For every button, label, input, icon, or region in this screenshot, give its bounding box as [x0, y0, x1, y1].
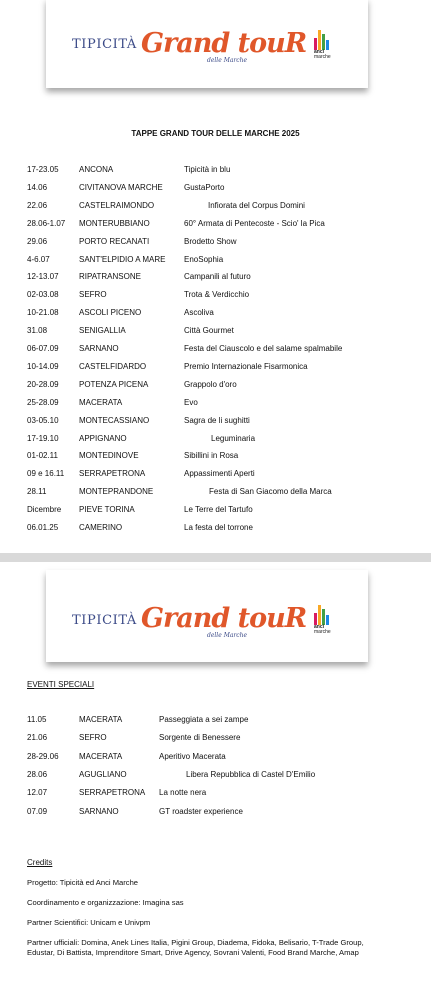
event-date: 20-28.09: [27, 379, 59, 389]
event-place: CIVITANOVA MARCHE: [79, 182, 163, 192]
event-place: CASTELRAIMONDO: [79, 200, 155, 210]
event-place: MACERATA: [79, 397, 123, 407]
event-place: RIPATRANSONE: [79, 272, 141, 282]
grand-tour-logo: Grand touR: [141, 603, 307, 634]
event-place: PORTO RECANATI: [79, 236, 150, 246]
credit-partner-ufficiali: Partner ufficiali: Domina, Anek Lines Italia, Pigini Group, Diadema, Fidoka, Belisario, T-Trade Group, Edustar, Di Battista, Imprenditore Smart, Drive Agency, Sovrani Valenti, Food Brand Marche, Amap: [27, 938, 364, 957]
event-date: 07.09: [27, 806, 48, 816]
event-date: 22.06: [27, 200, 48, 210]
event-name: Infiorata del Corpus Domini: [208, 200, 305, 210]
anci-label: anci: [314, 49, 325, 55]
event-name: Trota & Verdicchio: [184, 290, 250, 300]
credits-heading: Credits: [27, 858, 53, 867]
event-name: La notte nera: [159, 788, 207, 798]
event-name: Sibillini in Rosa: [184, 451, 239, 461]
event-place: SEFRO: [79, 733, 107, 743]
event-place: SARNANO: [79, 344, 119, 353]
event-name: Premio Internazionale Fisarmonica: [184, 361, 308, 371]
event-name: Campanili al futuro: [184, 272, 251, 282]
event-place: MONTECASSIANO: [79, 415, 150, 425]
event-name: Sorgente di Benessere: [159, 733, 241, 743]
event-date: 25-28.09: [27, 397, 59, 407]
event-name: Leguminaria: [211, 433, 256, 443]
anci-bars-icon: [314, 30, 332, 50]
credit-partner-scientifici: Partner Scientifici: Unicam e Univpm: [27, 918, 151, 927]
event-name: Aperitivo Macerata: [159, 751, 226, 761]
event-date: 28.06-1.07: [27, 218, 66, 228]
event-name: 60° Armata di Pentecoste - Scio' la Pica: [184, 218, 325, 228]
credit-coordinamento: Coordinamento e organizzazione: Imagina sas: [27, 898, 184, 907]
event-name: Le Terre del Tartufo: [184, 505, 253, 515]
event-name: GustaPorto: [184, 182, 225, 192]
document-page-2: [0, 562, 431, 990]
event-date: 09 e 16.11: [27, 469, 65, 479]
event-place: SENIGALLIA: [79, 326, 126, 336]
tipicita-logo: TIPICITÀ: [72, 613, 137, 628]
event-place: SEFRO: [79, 290, 107, 300]
grand-tour-subtitle: delle Marche: [207, 57, 248, 64]
special-events-heading: EVENTI SPECIALI: [27, 680, 95, 689]
anci-sub-label: marche: [314, 54, 331, 60]
event-place: SERRAPETRONA: [79, 469, 146, 479]
event-date: 4-6.07: [27, 254, 50, 264]
event-place: APPIGNANO: [79, 433, 127, 443]
event-name: Tipicità in blu: [184, 165, 231, 174]
event-place: SARNANO: [79, 806, 119, 816]
event-date: 02-03.08: [27, 290, 59, 300]
event-place: CASTELFIDARDO: [79, 361, 147, 371]
event-name: Evo: [184, 397, 198, 407]
event-name: Brodetto Show: [184, 236, 237, 246]
event-place: ANCONA: [79, 165, 114, 174]
event-date: 03-05.10: [27, 415, 59, 425]
event-date: 10-21.08: [27, 308, 59, 318]
event-place: CAMERINO: [79, 523, 123, 532]
event-name: Grappolo d'oro: [184, 379, 237, 389]
event-date: 17-23.05: [27, 165, 59, 174]
event-name: EnoSophia: [184, 254, 224, 264]
event-place: POTENZA PICENA: [79, 379, 149, 389]
anci-sub-label: marche: [314, 629, 331, 635]
document-title: TAPPE GRAND TOUR DELLE MARCHE 2025: [131, 129, 300, 138]
event-date: 17-19.10: [27, 433, 59, 443]
event-name: GT roadster experience: [159, 806, 243, 816]
header-banner: [46, 570, 368, 662]
credit-progetto: Progetto: Tipicità ed Anci Marche: [27, 878, 139, 887]
grand-tour-logo: Grand touR: [141, 28, 307, 59]
event-date: Dicembre: [27, 505, 62, 515]
event-place: MONTEPRANDONE: [79, 487, 154, 497]
anci-label: anci: [314, 624, 325, 630]
event-date: 06.01.25: [27, 523, 59, 532]
event-place: SERRAPETRONA: [79, 788, 146, 798]
event-name: Festa di San Giacomo della Marca: [209, 487, 332, 497]
event-date: 12.07: [27, 788, 48, 798]
event-date: 14.06: [27, 182, 48, 192]
anci-logo: [314, 605, 332, 635]
event-place: ASCOLI PICENO: [79, 308, 142, 318]
event-date: 01-02.11: [27, 451, 58, 461]
event-place: AGUGLIANO: [79, 769, 127, 779]
header-banner: [46, 0, 368, 88]
event-name: Libera Repubblica di Castel D'Emilio: [186, 769, 316, 779]
event-place: MACERATA: [79, 751, 123, 761]
event-date: 29.06: [27, 236, 48, 246]
event-place: SANT'ELPIDIO A MARE: [79, 254, 166, 264]
event-date: 28.06: [27, 769, 48, 779]
event-date: 28-29.06: [27, 751, 59, 761]
event-date: 28.11: [27, 487, 47, 497]
event-name: Appassimenti Aperti: [184, 469, 255, 479]
grand-tour-subtitle: delle Marche: [207, 632, 248, 639]
anci-logo: [314, 30, 332, 60]
event-date: 12-13.07: [27, 272, 59, 282]
anci-bars-icon: [314, 605, 332, 625]
event-place: MONTERUBBIANO: [79, 218, 150, 228]
event-name: Città Gourmet: [184, 326, 234, 336]
event-name: Sagra de li sughitti: [184, 415, 250, 425]
event-date: 11.05: [27, 715, 47, 724]
event-name: Passeggiata a sei zampe: [159, 715, 249, 724]
tipicita-logo: TIPICITÀ: [72, 37, 137, 52]
event-name: Festa del Ciauscolo e del salame spalmabile: [184, 344, 343, 353]
event-date: 06-07.09: [27, 344, 59, 353]
event-date: 31.08: [27, 326, 48, 336]
event-date: 21.06: [27, 733, 48, 743]
event-place: MACERATA: [79, 715, 123, 724]
event-name: Ascoliva: [184, 308, 214, 318]
event-place: MONTEDINOVE: [79, 451, 139, 461]
event-place: PIEVE TORINA: [79, 505, 135, 515]
event-date: 10-14.09: [27, 361, 59, 371]
event-name: La festa del torrone: [184, 523, 253, 532]
